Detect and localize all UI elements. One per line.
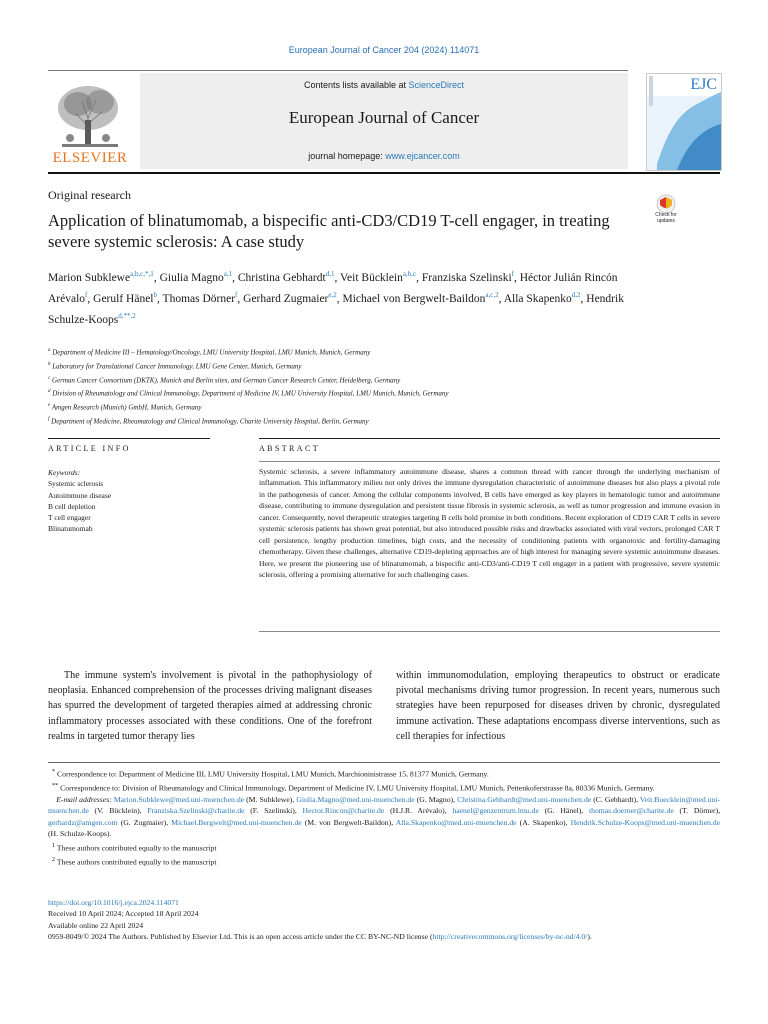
check-for-updates-label[interactable]: Check for updates xyxy=(655,212,677,224)
author-name[interactable]: Veit Bücklein xyxy=(340,271,403,284)
email-link[interactable]: Hector.Rincon@charite.de xyxy=(302,806,385,816)
affiliation-key: e xyxy=(48,403,51,409)
homepage-line: journal homepage: www.ejcancer.com xyxy=(308,151,460,161)
journal-title: European Journal of Cancer xyxy=(288,108,480,127)
email-link[interactable]: Marion.Subklewe@med.uni-muenchen.de xyxy=(113,794,245,804)
email-owner: (A. Skapenko) xyxy=(519,817,566,827)
abstract-text: Systemic sclerosis, a severe inflammatory autoimmune disease, shares a common thread with cancer through the underlying mechanism of inflammation. This inflammatory milieu not only drives the immune dysregulation characteristic of autoimmune diseases but also plays a pivotal role in the pathogenesis of cancer. Among the cellular components involved, B cells have emerged as key players in hematologic tumor and autoimmune disease, contributing to immune dysregulation and persistent tissue fibrosis in systemic sclerosis, as well as tumor progression and immune evasion in cancer. Consequently, novel therapeutic strategies targeting B cells hold promise in both conditions. Recent exploration of CD19 CAR T cells in severe systemic sclerosis patients has shown great potential, but also introduced possible risks and drawbacks associated with viral vectors, prolonged CAR T cell persistence, lengthy production timelines, high costs, and the necessity of conditioning patients with organotoxic and fertility-damaging chemotherapy. Given these challenges, alternative CD19-depleting approaches are of high interest for managing severe systemic autoimmune diseases. Here, we present the pioneering use of blinatumomab, a bispecific anti-CD3/anti-CD19 T cell engager in a patient with progressive, severe systemic sclerosis, offering a promising alternative for such challenging cases. xyxy=(259,467,720,580)
abstract-top-rule xyxy=(259,461,720,462)
email-owner: (C. Gebhardt) xyxy=(593,794,637,804)
affiliation-text: Laboratory for Translational Cancer Immunology, LMU Gene Center, Munich, Germany xyxy=(52,362,302,371)
author-separator: , xyxy=(580,292,587,305)
equal-contribution-note-2: $^2$ These authors contributed equally to the manuscript xyxy=(51,855,217,867)
email-link[interactable]: Hendrik.Schulze-Koops@med.uni-muenchen.de xyxy=(570,817,721,827)
email-owner: (F. Szelinski) xyxy=(250,806,295,816)
article-info-heading: ARTICLE INFO xyxy=(48,444,131,453)
affiliation-key: c xyxy=(48,375,51,381)
body-column-right: within immunomodulation, employing therapeutics to obstruct or eradicate pivotal mechanisms driving tumor progression. In recent years, numerous such strategies have been repurposed for diseases driven by chronic, dysregulated immune activation. These adaptations encompass diverse interventions, such as cell therapies for infectious xyxy=(396,670,720,742)
author-affiliation-marks[interactable]: f xyxy=(85,290,88,299)
email-link[interactable]: Michael.Bergwelt@med.uni-muenchen.de xyxy=(171,817,302,827)
email-link[interactable]: Alla.Skapenko@med.uni-muenchen.de xyxy=(395,817,517,827)
author-separator: , xyxy=(87,292,94,305)
author-separator: , xyxy=(498,292,504,305)
article-info-rule xyxy=(48,438,210,439)
author-name[interactable]: Marion Subklewe xyxy=(48,271,131,284)
author-affiliation-marks[interactable]: d,**,2 xyxy=(118,311,136,320)
author-affiliation-marks[interactable]: f xyxy=(511,270,514,278)
email-owner: (T. Dörner) xyxy=(679,806,719,816)
author-name[interactable]: Gerhard Zugmaier xyxy=(243,292,329,305)
author-affiliation-marks[interactable]: a,c,2 xyxy=(485,290,499,299)
email-owner: (G. Magno) xyxy=(416,794,454,804)
affiliation-text: Amgen Research (Munich) GmbH, Munich, Germany xyxy=(51,403,202,412)
journal-reference[interactable]: European Journal of Cancer 204 (2024) 114071 xyxy=(288,45,480,55)
keyword-item: Blinatumomab xyxy=(48,524,93,534)
email-owner: (M. Subklewe) xyxy=(246,794,293,804)
doi-link[interactable]: https://doi.org/10.1016/j.ejca.2024.114071 xyxy=(48,898,179,907)
footnote-rule xyxy=(48,762,720,763)
affiliation-line xyxy=(48,345,708,359)
footnotes xyxy=(48,766,720,868)
author-affiliation-marks[interactable]: f xyxy=(235,290,238,299)
email-link[interactable]: gerhardz@amgen.com xyxy=(48,817,118,827)
affiliation-line xyxy=(48,359,708,373)
affiliation-line xyxy=(48,400,708,414)
author-name[interactable]: Michael von Bergwelt-Baildon xyxy=(342,292,486,305)
body-column-left: The immune system's involvement is pivotal in the pathophysiology of neoplasia. Enhanced comprehension of the processes driving malignant diseases has spurred the development of targeted therapies aimed at addressing chronic inflammatory processes associated with these conditions. One of the forefront realms in targeted tumor therapy lies xyxy=(48,670,372,742)
email-label: E-mail addresses: xyxy=(56,794,112,804)
keywords-label: Keywords: xyxy=(48,468,81,477)
header-thick-rule xyxy=(48,172,720,174)
email-owner: (M. von Bergwelt-Baildon) xyxy=(304,817,392,827)
author-separator: , xyxy=(336,292,343,305)
affiliation-key: b xyxy=(48,361,51,367)
homepage-link[interactable]: www.ejcancer.com xyxy=(385,151,460,161)
email-link[interactable]: Franziska.Szelinski@charite.de xyxy=(147,806,245,816)
contents-line: Contents lists available at ScienceDirect xyxy=(303,80,465,90)
license-line: 0959-8049/© 2024 The Authors. Published by Elsevier Ltd. This is an open access article under the CC BY-NC-ND license (http://creativecommons.org/licenses/by-nc-nd/4.0/). xyxy=(48,932,592,942)
keyword-item: T cell engager xyxy=(48,513,91,523)
article-type: Original research xyxy=(48,188,131,202)
affiliations xyxy=(48,345,708,428)
email-link[interactable]: Veit.Buecklein@med.uni-muenchen.de xyxy=(48,794,721,816)
email-link[interactable]: Giulia.Magno@med.uni-muenchen.de xyxy=(296,794,415,804)
email-owner: (G. Hänel) xyxy=(544,806,582,816)
author-separator: , xyxy=(153,271,160,284)
author-affiliation-marks[interactable]: a,b,c,*,1 xyxy=(130,270,154,278)
correspondence-2: ** Correspondence to: Division of Rheumatology and Clinical Immunology, Department of Medicine IV, LMU University Hospital, LMU Munich, Pettenkoferstrasse 8a, 80336 Munich, Germany. xyxy=(51,781,655,793)
author-name[interactable]: Franziska Szelinski xyxy=(421,271,512,284)
email-link[interactable]: haenel@genzentrum.lmu.de xyxy=(452,806,539,816)
author-affiliation-marks[interactable]: d,1 xyxy=(325,270,335,278)
author-name[interactable]: Hendrik Schulze-Koops xyxy=(48,292,624,326)
publisher-name: ELSEVIER xyxy=(52,150,128,166)
affiliation-line xyxy=(48,373,708,387)
cover-title: EJC xyxy=(690,76,717,93)
article-title: Application of blinatumomab, a bispecific anti-CD3/CD19 T-cell engager, in treating severe systemic sclerosis: A case study xyxy=(48,211,610,251)
author-separator: , xyxy=(157,292,163,305)
keywords-block xyxy=(48,467,210,535)
author-affiliation-marks[interactable]: a,b,c xyxy=(402,270,417,278)
affiliation-line xyxy=(48,386,708,400)
author-list xyxy=(48,266,628,328)
publication-info xyxy=(48,897,720,943)
author-name[interactable]: Alla Skapenko xyxy=(503,292,572,305)
affiliation-text: Department of Medicine III – Hematology/Oncology, LMU University Hospital, LMU Munich, Munich, Germany xyxy=(52,348,371,357)
author-affiliation-marks[interactable]: a,1 xyxy=(223,270,233,278)
affiliation-key: a xyxy=(48,348,51,353)
sciencedirect-link[interactable]: ScienceDirect xyxy=(408,80,465,90)
equal-contribution-note-1: $^1$ These authors contributed equally to the manuscript xyxy=(51,841,217,853)
affiliation-text: Division of Rheumatology and Clinical Immunology, Department of Medicine IV, LMU University Hospital, LMU Munich, Munich, Germany xyxy=(52,389,449,398)
correspondence-1: * Correspondence to: Department of Medicine III, LMU University Hospital, LMU Munich, Marchioninistrasse 15, 81377 Munich, Germany. xyxy=(51,768,489,779)
journal-cover-image[interactable] xyxy=(646,73,722,171)
author-separator: , xyxy=(334,271,340,284)
author-affiliation-marks[interactable]: d,2 xyxy=(571,290,581,299)
license-link[interactable]: http://creativecommons.org/licenses/by-nc-nd/4.0/ xyxy=(432,932,588,942)
email-owner: (H. Schulze-Koops). xyxy=(48,829,112,839)
affiliation-key: f xyxy=(48,417,50,423)
email-link[interactable]: thomas.doerner@charite.de xyxy=(588,806,674,816)
author-name[interactable]: Giulia Magno xyxy=(159,271,224,284)
email-addresses: E-mail addresses: Marion.Subklewe@med.uni-muenchen.de (M. Subklewe), Giulia.Magno@med.uni-muenchen.de (G. Magno), Christina.Gebhardt@med.uni-muenchen.de (C. Gebhardt), Veit.Buecklein@med.uni-muenchen.de (V. Bücklein), Franziska.Szelinski@charite.de (F. Szelinski), Hector.Rincon@charite.de (H.J.R. Arévalo), haenel@genzentrum.lmu.de (G. Hänel), thomas.doerner@charite.de (T. Dörner), gerhardz@amgen.com (G. Zugmaier), Michael.Bergwelt@med.uni-muenchen.de (M. von Bergwelt-Baildon), Alla.Skapenko@med.uni-muenchen.de (A. Skapenko), Hendrik.Schulze-Koops@med.uni-muenchen.de (H. Schulze-Koops). xyxy=(48,794,721,839)
abstract-bottom-rule xyxy=(259,631,720,632)
author-affiliation-marks[interactable]: b xyxy=(153,290,157,299)
author-separator: , xyxy=(232,271,238,284)
email-link[interactable]: Christina.Gebhardt@med.uni-muenchen.de xyxy=(457,794,592,804)
author-name[interactable]: Héctor Julián Rincón Arévalo xyxy=(48,271,618,305)
affiliation-text: Department of Medicine, Rheumatology and Clinical Immunology, Charite University Hospital, Berlin, Germany xyxy=(51,417,369,426)
keyword-item: B cell depletion xyxy=(48,501,96,511)
email-owner: (V. Bücklein) xyxy=(94,806,140,816)
author-name[interactable]: Gerulf Hänel xyxy=(93,292,154,305)
available-online: Available online 22 April 2024 xyxy=(48,920,144,930)
abstract-rule xyxy=(259,438,720,439)
author-affiliation-marks[interactable]: e,2 xyxy=(328,290,337,299)
affiliation-key: d xyxy=(48,389,51,395)
keyword-item: Autoimmune disease xyxy=(48,490,112,500)
affiliation-text: German Cancer Consortium (DKTK), Munich and Berlin sites, and German Cancer Research Center, Heidelberg, Germany xyxy=(51,375,401,384)
author-separator: , xyxy=(237,292,244,305)
author-separator: , xyxy=(416,271,422,284)
email-owner: (H.J.R. Arévalo) xyxy=(390,806,445,816)
email-owner: (G. Zugmaier) xyxy=(120,817,167,827)
abstract-heading: ABSTRACT xyxy=(259,444,320,453)
author-name[interactable]: Thomas Dörner xyxy=(162,292,236,305)
affiliation-line xyxy=(48,414,708,428)
author-name[interactable]: Christina Gebhardt xyxy=(237,271,326,284)
received-dates: Received 10 April 2024; Accepted 18 April 2024 xyxy=(48,909,199,919)
header-rule xyxy=(48,70,628,71)
author-separator: , xyxy=(513,271,520,284)
keyword-item: Systemic sclerosis xyxy=(48,479,104,489)
